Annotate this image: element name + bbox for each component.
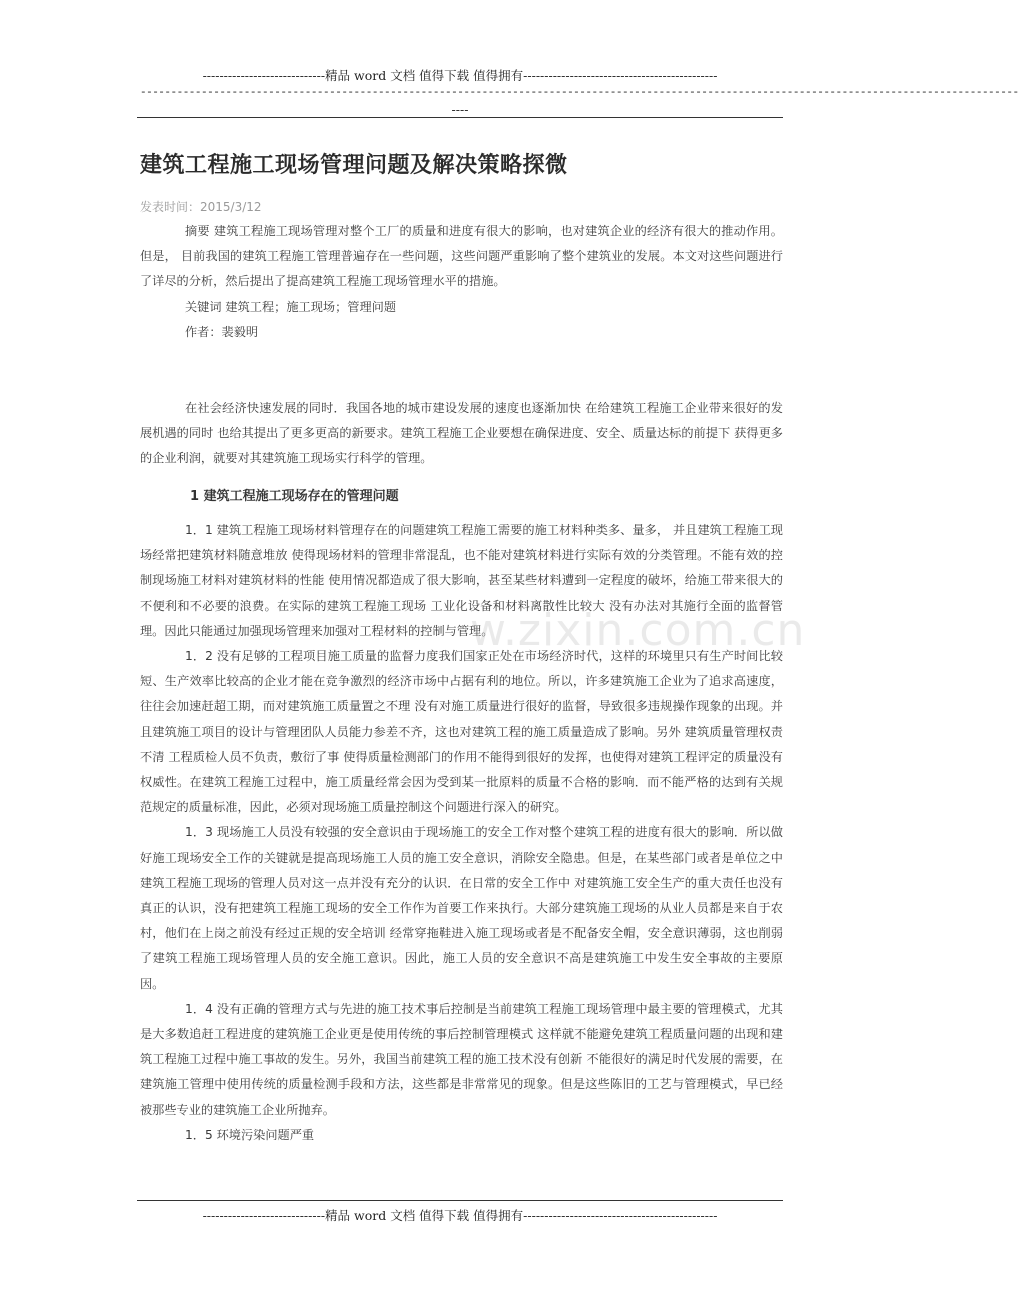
abstract-paragraph	[140, 219, 783, 295]
footer-rule	[137, 1200, 783, 1201]
intro-text: 在社会经济快速发展的同时．我国各地的城市建设发展的速度也逐渐加快 在给建筑工程施工企业带来很好的发展机遇的同时 也给其提出了更多更高的新要求。建筑工程施工企业要想在确保进度、安全、质量达标的前提下 获得更多的企业利润，就要对其建筑施工现场实行科学的管理。	[140, 401, 783, 466]
page-header-banner: -----------------------------精品 word 文档 值得下载 值得拥有----------------------------------------------	[202, 68, 718, 83]
section-heading: 1 建筑工程施工现场存在的管理问题	[190, 489, 399, 504]
watermark: w.zixin.com.cn	[470, 605, 806, 656]
paragraph-1-5: 1．5 环境污染问题严重	[185, 1127, 315, 1142]
abstract-text: 摘要 建筑工程施工现场管理对整个工厂的质量和进度有很大的影响，也对建筑企业的经济有很大的推动作用。但是， 目前我国的建筑工程施工管理普遍存在一些问题，这些问题严重影响了整个建筑业的发展。本文对这些问题进行了详尽的分析，然后提出了提高建筑工程施工现场管理水平的措施。	[140, 224, 783, 289]
publish-date: 发表时间：2015/3/12	[140, 200, 262, 214]
paragraph-1-3: 1．3 现场施工人员没有较强的安全意识由于现场施工的安全工作对整个建筑工程的进度有很大的影响．所以做好施工现场安全工作的关键就是提高现场施工人员的施工安全意识，消除安全隐患。但是，在某些部门或者是单位之中建筑工程施工现场的管理人员对这一点并没有充分的认识．在日常的安全工作中 对建筑施工安全生产的重大责任也没有真正的认识，没有把建筑工程施工现场的安全工作作为首要工作来执行。大部分建筑施工现场的从业人员都是来自于农村，他们在上岗之前没有经过正规的安全培训 经常穿拖鞋进入施工现场或者是不配备安全帽，安全意识薄弱，这也削弱了建筑工程施工现场管理人员的安全施工意识。因此，施工人员的安全意识不高是建筑施工中发生安全事故的主要原因。	[140, 825, 783, 991]
keywords-line: 关键词 建筑工程；施工现场；管理问题	[185, 300, 397, 314]
paragraph-1-1: 1．1 建筑工程施工现场材料管理存在的问题建筑工程施工需要的施工材料种类多、量多， 并且建筑工程施工现场经常把建筑材料随意堆放 使得现场材料的管理非常混乱，也不能对建筑材料进行实际有效的分类管理。不能有效的控制现场施工材料对建筑材料的性能 使用情况都造成了很大影响，甚至某些材料遭到一定程度的破坏，给施工带来很大的不便利和不必要的浪费。在实际的建筑工程施工现场 工业化设备和材料离散性比较大 没有办法对其施行全面的监督管理。因此只能通过加强现场管理来加强对工程材料的控制与管理。	[140, 523, 783, 638]
paragraph-1-4: 1．4 没有正确的管理方式与先进的施工技术事后控制是当前建筑工程施工现场管理中最主要的管理模式，尤其是大多数追赶工程进度的建筑施工企业更是使用传统的事后控制管理模式 这样就不能避免建筑工程质量问题的出现和建筑工程施工过程中施工事故的发生。另外，我国当前建筑工程的施工技术没有创新 不能很好的满足时代发展的需要，在建筑施工管理中使用传统的质量检测手段和方法，这些都是非常常见的现象。但是这些陈旧的工艺与管理模式，早已经被那些专业的建筑施工企业所抛弃。	[140, 1001, 783, 1117]
header-rule	[137, 117, 783, 118]
article-title: 建筑工程施工现场管理问题及解决策略探微	[140, 153, 568, 178]
intro-paragraph	[140, 396, 783, 472]
author-line: 作者：裴毅明	[185, 325, 259, 339]
header-dashed-line-continuation: ----	[451, 102, 469, 117]
header-dashed-line: ------------------------------------------------------------------------------------------------------------------------------------------------	[140, 87, 1019, 99]
page-footer-banner: -----------------------------精品 word 文档 值得下载 值得拥有----------------------------------------------	[202, 1208, 718, 1223]
paragraph-1-2: 1．2 没有足够的工程项目施工质量的监督力度我们国家正处在市场经济时代，这样的环境里只有生产时间比较短、生产效率比较高的企业才能在竞争激烈的经济市场中占据有利的地位。所以，许多建筑施工企业为了追求高速度，往往会加速赶超工期，而对建筑施工质量置之不理 没有对施工质量进行很好的监督，导致很多违规操作现象的出现。并且建筑施工项目的设计与管理团队人员能力参差不齐，这也对建筑工程的施工质量造成了影响。另外 建筑质量管理权责不清 工程质检人员不负责，敷衍了事 使得质量检测部门的作用不能得到很好的发挥，也使得对建筑工程评定的质量没有权威性。在建筑工程施工过程中，施工质量经常会因为受到某一批原料的质量不合格的影响．而不能严格的达到有关规范规定的质量标准，因此，必须对现场施工质量控制这个问题进行深入的研究。	[140, 649, 783, 815]
